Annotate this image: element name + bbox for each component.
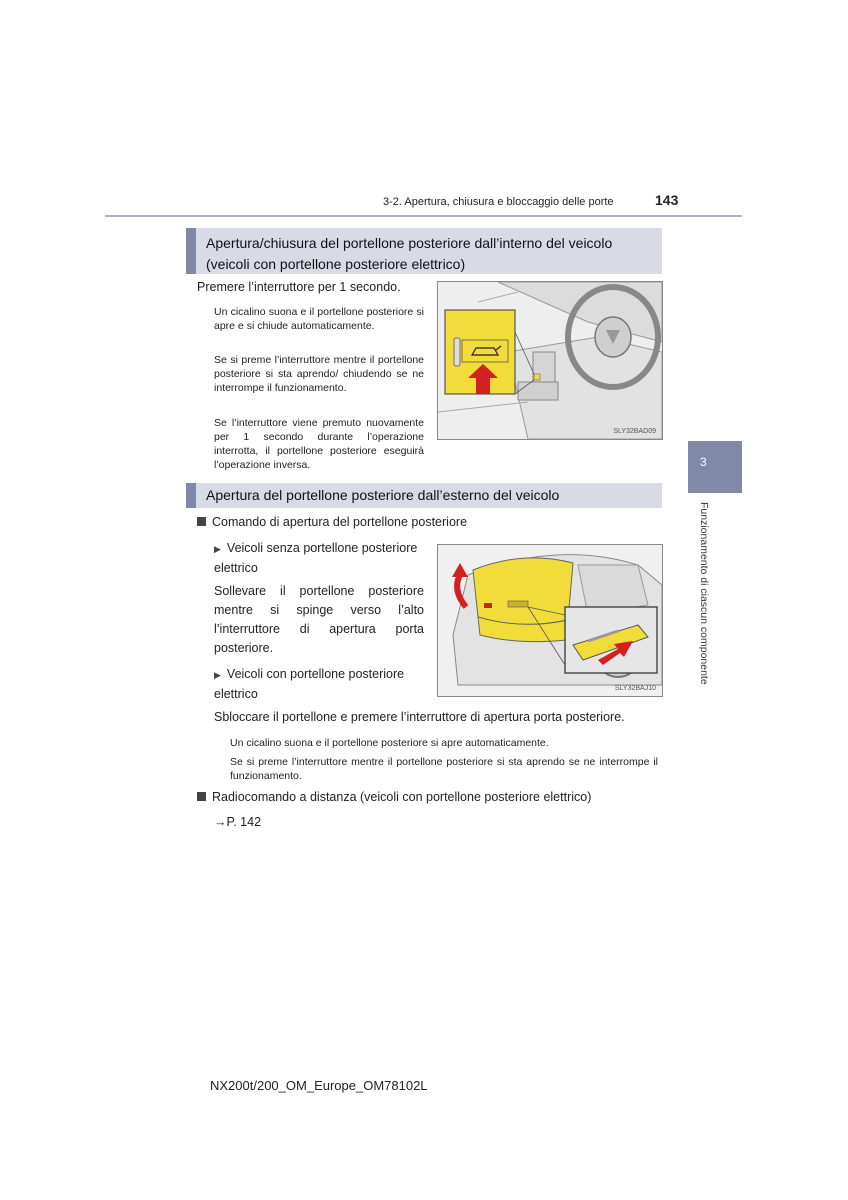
figure-code-2: SLY32BAJ10 xyxy=(614,685,656,692)
square-bullet-icon xyxy=(197,792,206,801)
section1-note-3: Se l’interruttore viene premuto nuovamente per 1 secondo durante l’operazione interrotta, il portellone posteriore eseguirà l’operazione inversa. xyxy=(214,417,424,471)
figure-code-1: SLY32BAD09 xyxy=(613,428,656,435)
arrow-right-icon: → xyxy=(214,815,227,829)
section1-intro: Premere l’interruttore per 1 secondo. xyxy=(197,280,401,294)
chapter-label: Funzionamento di ciascun componente xyxy=(698,502,710,685)
figure-interior-switch xyxy=(437,281,663,440)
running-header-title: 3-2. Apertura, chiusura e bloccaggio delle porte xyxy=(383,196,614,208)
section2-note-2: Se si preme l’interruttore mentre il portellone posteriore si sta aprendo se ne interrompe il funzionamento. xyxy=(230,756,658,782)
section-heading-exterior: Apertura del portellone posteriore dall’esterno del veicolo xyxy=(186,483,662,508)
chapter-tab xyxy=(688,441,742,493)
section-heading-interior: Apertura/chiusura del portellone posteriore dall’interno del veicolo (veicoli con portellone posteriore elettrico) xyxy=(186,228,662,274)
item-without-power-tailgate xyxy=(214,539,424,578)
section1-note-1: Un cicalino suona e il portellone posteriore si apre e si chiude automaticamente. xyxy=(214,306,424,332)
item-1-label: Veicoli senza portellone posteriore elettrico xyxy=(214,541,418,575)
subsection-2-title: Radiocomando a distanza (veicoli con portellone posteriore elettrico) xyxy=(212,790,592,804)
figure-exterior-tailgate xyxy=(437,544,663,697)
subsection-1-title: Comando di apertura del portellone posteriore xyxy=(212,515,468,529)
page-reference-text: P. 142 xyxy=(226,815,262,829)
chapter-number: 3 xyxy=(700,455,707,469)
item-with-power-tailgate xyxy=(214,665,424,704)
item-2-label: Veicoli con portellone posteriore elettrico xyxy=(214,667,405,701)
triangle-bullet-icon: ▶ xyxy=(214,670,221,680)
tailgate-illustration xyxy=(438,545,662,696)
page-number: 143 xyxy=(655,192,679,208)
subsection-remote xyxy=(197,790,667,804)
page-reference xyxy=(214,815,261,829)
footer-document-code: NX200t/200_OM_Europe_OM78102L xyxy=(210,1078,428,1093)
dashboard-illustration xyxy=(438,282,662,439)
triangle-bullet-icon: ▶ xyxy=(214,544,221,554)
section2-note-1: Un cicalino suona e il portellone posteriore si apre automaticamente. xyxy=(230,737,549,749)
section1-note-2: Se si preme l’interruttore mentre il portellone posteriore si sta aprendo/ chiudendo se ne interrompe il funzionamento. xyxy=(214,354,424,394)
subsection-tailgate-switch xyxy=(197,515,657,529)
item-2-text: Sbloccare il portellone e premere l’interruttore di apertura porta posteriore. xyxy=(214,710,625,724)
item-1-text: Sollevare il portellone posteriore mentre si spinge verso l’alto l’interruttore di apertura porta posteriore. xyxy=(214,584,424,655)
header-divider xyxy=(105,215,742,217)
square-bullet-icon xyxy=(197,517,206,526)
